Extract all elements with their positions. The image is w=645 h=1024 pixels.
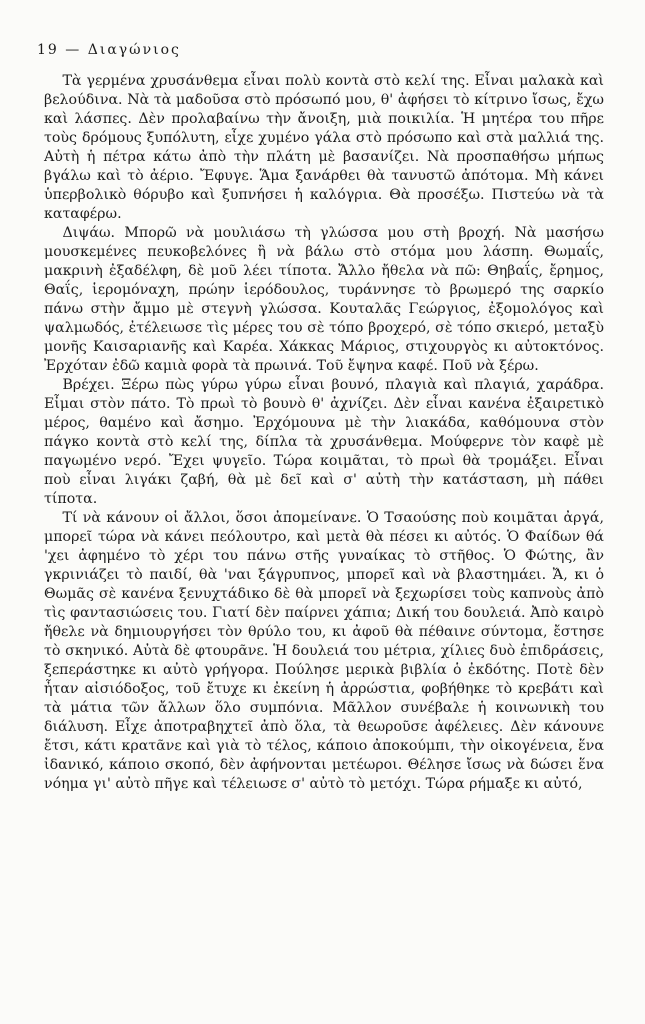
paragraph: Τὰ γερμένα χρυσάνθεμα εἶναι πολὺ κοντὰ στὸ κελί της. Εἶναι μαλακὰ καὶ βελούδινα. Νὰ τὰ μαδοῦσα στὸ πρόσωπό μου, θ' ἀφήσει τὸ κίτρινο ἴσως, ἔχω καὶ λάσπες. Δὲν προλαβαίνω τὴν ἄνοιξη, μιὰ ποικιλία. Ἡ μητέρα του πῆρε τοὺς δρόμους ξυπόλυτη, εἶχε χυμένο γάλα στὸ πρόσωπο καὶ στὰ μαλλιά της. Αὐτὴ ἡ πέτρα κάτω ἀπὸ τὴν πλάτη μὲ βασανίζει. Νὰ προσπαθήσω μήπως βγάλω καὶ τὸ ἀέριο. Ἔφυγε. Ἅμα ξανάρθει θὰ τανυστῶ ἀπότομα. Μὴ κάνει ὑπερβολικὸ θόρυβο καὶ ξυπνήσει ἡ καλόγρια. Θὰ προσέξω. Πιστεύω νὰ τὰ καταφέρω. xyxy=(44,73,604,222)
paragraph: Βρέχει. Ξέρω πὼς γύρω γύρω εἶναι βουνό, πλαγιὰ καὶ πλαγιά, χαράδρα. Εἶμαι στὸν πάτο. Τὸ πρωὶ τὸ βουνὸ θ' ἀχνίζει. Δὲν εἶναι κανένα ἐξαιρετικὸ μέρος, θαμένο καὶ ἄσημο. Ἐρχόμουνα μὲ τὴν λιακάδα, καθόμουνα στὸν πάγκο κοντὰ στὸ κελί της, δίπλα τὰ χρυσάνθεμα. Μούφερνε τὸν καφὲ μὲ παγωμένο νερό. Ἔχει ψυγεῖο. Τώρα κοιμᾶται, τὸ πρωὶ θὰ τρομάξει. Εἶναι ποὺ εἶναι λιγάκι ζαβή, θὰ μὲ δεῖ καὶ σ' αὐτὴ τὴν κατάσταση, μὴ πάθει τίποτα. xyxy=(44,377,604,507)
paragraph: Διψάω. Μπορῶ νὰ μουλιάσω τὴ γλώσσα μου στὴ βροχή. Νὰ μασήσω μουσκεμένες πευκοβελόνες ἢ νὰ βάλω στὸ στόμα μου λάσπη. Θωμαΐς, μακρινὴ ἐξαδέλφη, δὲ μοῦ λέει τίποτα. Ἄλλο ἤθελα νὰ πῶ: Θηβαΐς, ἔρημος, Θαΐς, ἱερομόναχη, πρώην ἱερόδουλος, τυράννησε τὸ βρωμερό της σαρκίο πάνω στὴν ἄμμο μὲ στεγνὴ γλώσσα. Κουταλᾶς Γεώργιος, ἐξομολόγος καὶ ψαλμωδός, ἐτέλειωσε τὶς μέρες του σὲ τόπο βροχερό, σὲ τόπο σκιερό, μεταξὺ μονῆς Καισαριανῆς καὶ Καρέα. Χάκκας Μάριος, στιχουργὸς κι αὐτοκτόνος. Ἐρχόταν ἐδῶ καμιὰ φορὰ τὰ πρωινά. Τοῦ ἔψηνα καφέ. Ποῦ νὰ ξέρω. xyxy=(44,225,604,374)
header-separator: — xyxy=(65,42,82,58)
paragraph: Τί νὰ κάνουν οἱ ἄλλοι, ὅσοι ἀπομείνανε. Ὁ Τσαούσης ποὺ κοιμᾶται ἀργά, μπορεῖ τώρα νὰ κάνει πεόλουτρο, καὶ μετὰ θὰ πέσει κι αὐτός. Ὁ Φαίδων θά 'χει ἀφημένο τὸ χέρι του πάνω στῆς γυναίκας τὸ στῆθος. Ὁ Φώτης, ἂν γκρινιάζει τὸ παιδί, θὰ 'ναι ξάγρυπνος, μπορεῖ καὶ νὰ βλαστημάει. Ἄ, κι ὁ Θωμᾶς σὲ κανένα ξενυχτάδικο δὲ θὰ μπορεῖ νὰ ξεχωρίσει τοὺς καπνοὺς ἀπὸ τὶς φαντασιώσεις του. Γιατί δὲν παίρνει χάπια; Δική του δουλειά. Ἀπὸ καιρὸ ἤθελε νὰ δημιουργήσει τὸν θρύλο του, κι ἀφοῦ θὰ πέθαινε σύντομα, ἔστησε τὸ σκηνικό. Αὐτὰ δὲ φτουρᾶνε. Ἡ δουλειά του μέτρια, χίλιες δυὸ ἐπιδράσεις, ξεπεράστηκε κι αὐτὸ γρήγορα. Πούλησε μερικὰ βιβλία ὁ ἐκδότης. Ποτὲ δὲν ἦταν αἰσιόδοξος, τοῦ ἔτυχε κι ἐκείνη ἡ ἀρρώστια, φοβήθηκε τὸ κρεβάτι καὶ τὰ μάτια τῶν ἄλλων ὅλο συμπόνια. Μᾶλλον συνέβαλε ἡ κοινωνικὴ του διάλυση. Εἶχε ἀποτραβηχτεῖ ἀπὸ ὅλα, τὰ θεωροῦσε ἀφέλειες. Δὲν κάνουνε ἔτσι, κάτι κρατᾶνε καὶ γιὰ τὸ τέλος, κάποιο ἀποκούμπι, τὴν οἰκογένεια, ἕνα ἰδανικό, κάποιο σκοπό, δὲν ἀφήνονται μετέωροι. Θέλησε ἴσως νὰ δώσει ἕνα νόημα γι' αὐτὸ πῆγε καὶ τέλειωσε σ' αὐτὸ τὸ μετόχι. Τώρα ρήμαξε κι αὐτό, xyxy=(44,510,604,792)
running-header xyxy=(37,42,181,58)
body-text xyxy=(44,72,604,794)
page-number: 19 xyxy=(37,42,59,58)
running-title: Διαγώνιος xyxy=(87,42,181,58)
